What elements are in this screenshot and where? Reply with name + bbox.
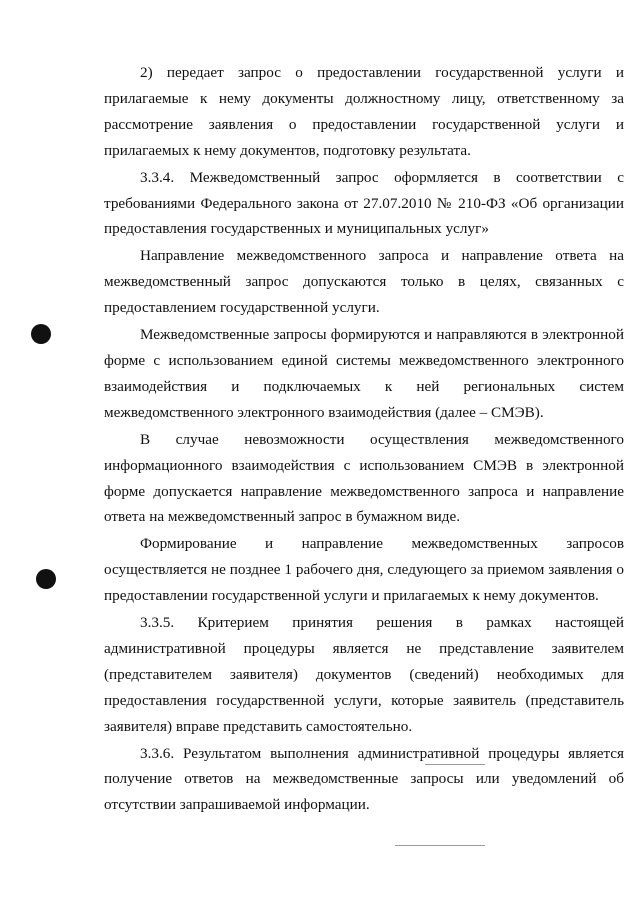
punch-hole-upper bbox=[31, 324, 51, 344]
paragraph-3-3-5: 3.3.5. Критерием принятия решения в рамках настоящей административной процедуры является не представление заявителем (представителем заявителя) документов (сведений) необходимых для предоставления государственной услуги, которые заявитель (представитель заявителя) вправе представить самостоятельно. bbox=[104, 614, 624, 735]
paragraph-request-deadline: Формирование и направление межведомственных запросов осуществляется не позднее 1 рабочего дня, следующего за приемом заявления о предоставлении государственной услуги и прилагаемых к нему документов. bbox=[104, 535, 624, 605]
paragraph-transfer-request: 2) передает запрос о предоставлении государственной услуги и прилагаемые к нему документы должностному лицу, ответственному за рассмотрение заявления о предоставлении государственной услуги и прилагаемых к нему документов, подготовку результата. bbox=[104, 64, 624, 159]
document-body bbox=[104, 60, 624, 819]
paragraph-3-3-4: 3.3.4. Межведомственный запрос оформляется в соответствии с требованиями Федерального закона от 27.07.2010 № 210-ФЗ «Об организации предоставления государственных и муниципальных услуг» bbox=[104, 168, 624, 238]
paragraph-electronic-requests: Межведомственные запросы формируются и направляются в электронной форме с использованием единой системы межведомственного электронного взаимодействия и подключаемых к ней региональных систем межведомственного электронного взаимодействия (далее – СМЭВ). bbox=[104, 326, 624, 421]
paragraph-3-3-6: 3.3.6. Результатом выполнения административной процедуры является получение ответов на межведомственные запросы или уведомлений об отсутствии запрашиваемой информации. bbox=[104, 744, 624, 814]
scan-noise bbox=[425, 764, 485, 765]
scan-noise bbox=[395, 845, 485, 846]
paragraph-direction-of-request: Направление межведомственного запроса и направление ответа на межведомственный запрос допускаются только в целях, связанных с предоставлением государственной услуги. bbox=[104, 247, 624, 317]
punch-hole-lower bbox=[36, 569, 56, 589]
paragraph-paper-requests: В случае невозможности осуществления межведомственного информационного взаимодействия с использованием СМЭВ в электронной форме допускается направление межведомственного запроса и направление ответа на межведомственный запрос в бумажном виде. bbox=[104, 430, 624, 526]
